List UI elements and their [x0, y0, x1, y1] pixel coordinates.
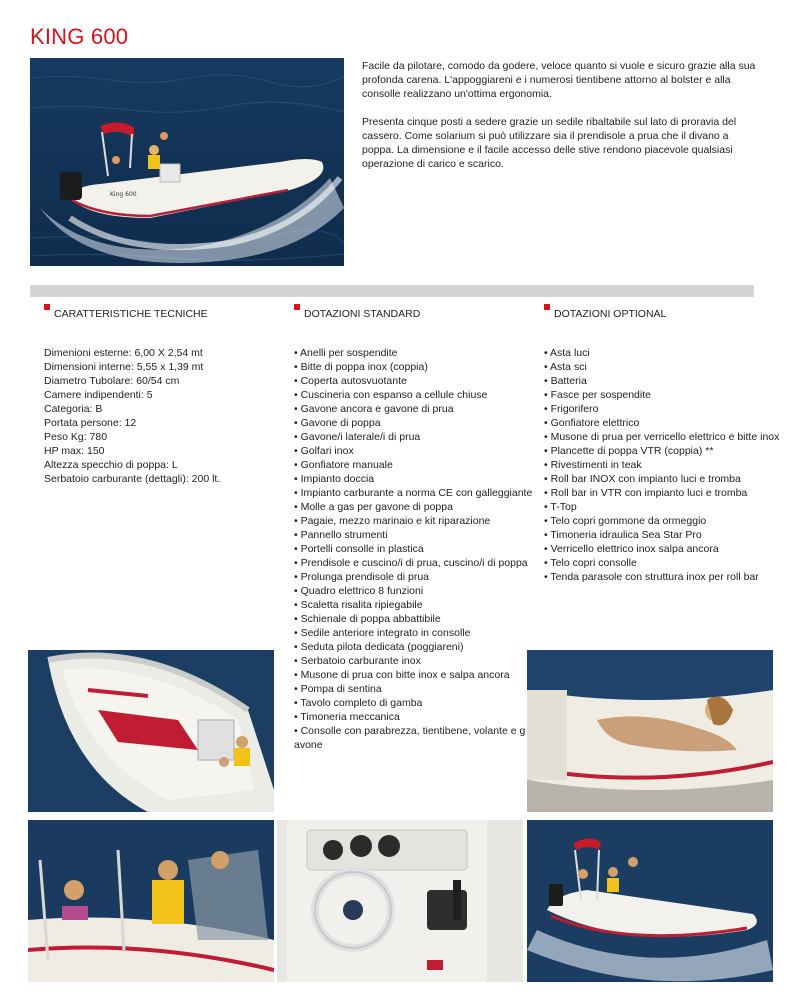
list-item: • Prolunga prendisole di prua [294, 571, 430, 583]
list-item: • Fasce per sospendite [544, 389, 651, 401]
tech-specs-heading: CARATTERISTICHE TECNICHE [44, 304, 274, 320]
list-item: • Consolle con parabrezza, tientibene, volante e g avone [294, 725, 526, 751]
optional-equipment-column [544, 304, 784, 584]
list-item: • Telo copri consolle [544, 557, 637, 569]
list-item: • Quadro elettrico 8 funzioni [294, 585, 424, 597]
optional-equipment-list [544, 346, 784, 584]
intro-text [362, 59, 762, 171]
red-square-icon [544, 304, 550, 310]
list-item: • T-Top [544, 501, 577, 513]
list-item: • Pompa di sentina [294, 683, 382, 695]
section-divider-bar [30, 285, 754, 297]
list-item: • Roll bar in VTR con impianto luci e tromba [544, 487, 748, 499]
list-item: • Anelli per sospendite [294, 347, 398, 359]
list-item: Portata persone: 12 [44, 417, 137, 429]
boat-cruising-photo [527, 820, 773, 982]
list-item: • Serbatoio carburante inox [294, 655, 421, 667]
list-item: • Timoneria idraulica Sea Star Pro [544, 529, 702, 541]
standard-equipment-column [294, 304, 534, 752]
list-item: Serbatoio carburante (dettagli): 200 lt. [44, 473, 221, 485]
hero-boat-label: King 600 [110, 191, 137, 198]
console-steering-photo [277, 820, 523, 982]
list-item: • Gavone di poppa [294, 417, 381, 429]
list-item: Categoria: B [44, 403, 103, 415]
list-item: • Plancette di poppa VTR (coppia) ** [544, 445, 714, 457]
list-item: • Tavolo completo di gamba [294, 697, 423, 709]
list-item: • Molle a gas per gavone di poppa [294, 501, 453, 513]
list-item: • Timoneria meccanica [294, 711, 400, 723]
hero-boat-photo [30, 58, 344, 266]
list-item: • Musone di prua con bitte inox e salpa ancora [294, 669, 510, 681]
list-item: • Roll bar INOX con impianto luci e tromba [544, 473, 741, 485]
list-item: • Impianto doccia [294, 473, 375, 485]
list-item: • Batteria [544, 375, 587, 387]
standard-equipment-heading: DOTAZIONI STANDARD [294, 304, 534, 320]
list-item: • Schienale di poppa abbattibile [294, 613, 441, 625]
list-item: HP max: 150 [44, 445, 105, 457]
list-item: • Rivestimenti in teak [544, 459, 642, 471]
intro-paragraph-2: Presenta cinque posti a sedere grazie un sedile ribaltabile sul lato di proravia del cassero. Come solarium si può utilizzare sia il prendisole a prua che il divano a poppa. La dimensione e il facile accesso delle stive rendono piacevole qualsiasi operazione di carico e scarico. [362, 116, 737, 170]
optional-equipment-heading: DOTAZIONI OPTIONAL [544, 304, 784, 320]
list-item: • Impianto carburante a norma CE con galleggiante [294, 487, 533, 499]
page-title: KING 600 [30, 24, 129, 49]
list-item: Camere indipendenti: 5 [44, 389, 153, 401]
list-item: • Scaletta risalita ripiegabile [294, 599, 423, 611]
list-item: • Gonfiatore manuale [294, 459, 393, 471]
list-item: • Gonfiatore elettrico [544, 417, 640, 429]
list-item: • Prendisole e cuscino/i di prua, cuscino/i di poppa [294, 557, 528, 569]
red-square-icon [294, 304, 300, 310]
list-item: • Portelli consolle in plastica [294, 543, 424, 555]
list-item: • Asta luci [544, 347, 590, 359]
list-item: Dimensioni interne: 5,55 x 1,39 mt [44, 361, 204, 373]
list-item: • Telo copri gommone da ormeggio [544, 515, 707, 527]
list-item: • Verricello elettrico inox salpa ancora [544, 543, 719, 555]
tech-specs-list [44, 346, 274, 486]
list-item: Peso Kg: 780 [44, 431, 108, 443]
list-item: • Sedile anteriore integrato in consolle [294, 627, 471, 639]
list-item: • Frigorifero [544, 403, 599, 415]
list-item: Altezza specchio di poppa: L [44, 459, 178, 471]
list-item: • Coperta autosvuotante [294, 375, 407, 387]
list-item: • Pannello strumenti [294, 529, 388, 541]
list-item: Diametro Tubolare: 60/54 cm [44, 375, 180, 387]
list-item: • Pagaie, mezzo marinaio e kit riparazione [294, 515, 491, 527]
list-item: • Gavone/i laterale/i di prua [294, 431, 421, 443]
list-item: • Asta sci [544, 361, 587, 373]
intro-paragraph-1: Facile da pilotare, comodo da godere, veloce quanto si vuole e sicuro grazie alla sua profonda carena. L'appoggiareni e i numerosi tientibene attorno al bolster e alla consolle realizzano un'ottima ergonomia. [362, 60, 756, 100]
tech-specs-column [44, 304, 274, 486]
crew-cruising-photo [28, 820, 274, 982]
deck-overview-photo [28, 650, 274, 812]
list-item: Dimenioni esterne: 6,00 X 2,54 mt [44, 347, 203, 359]
list-item: • Seduta pilota dedicata (poggiareni) [294, 641, 464, 653]
list-item: • Golfari inox [294, 445, 354, 457]
list-item: • Musone di prua per verricello elettrico e bitte inox [544, 431, 780, 443]
list-item: • Gavone ancora e gavone di prua [294, 403, 454, 415]
list-item: • Tenda parasole con struttura inox per roll bar [544, 571, 759, 583]
list-item: • Cuscineria con espanso a cellule chiuse [294, 389, 488, 401]
list-item: • Bitte di poppa inox (coppia) [294, 361, 428, 373]
standard-equipment-list [294, 346, 534, 752]
sunbathing-photo [527, 650, 773, 812]
red-square-icon [44, 304, 50, 310]
